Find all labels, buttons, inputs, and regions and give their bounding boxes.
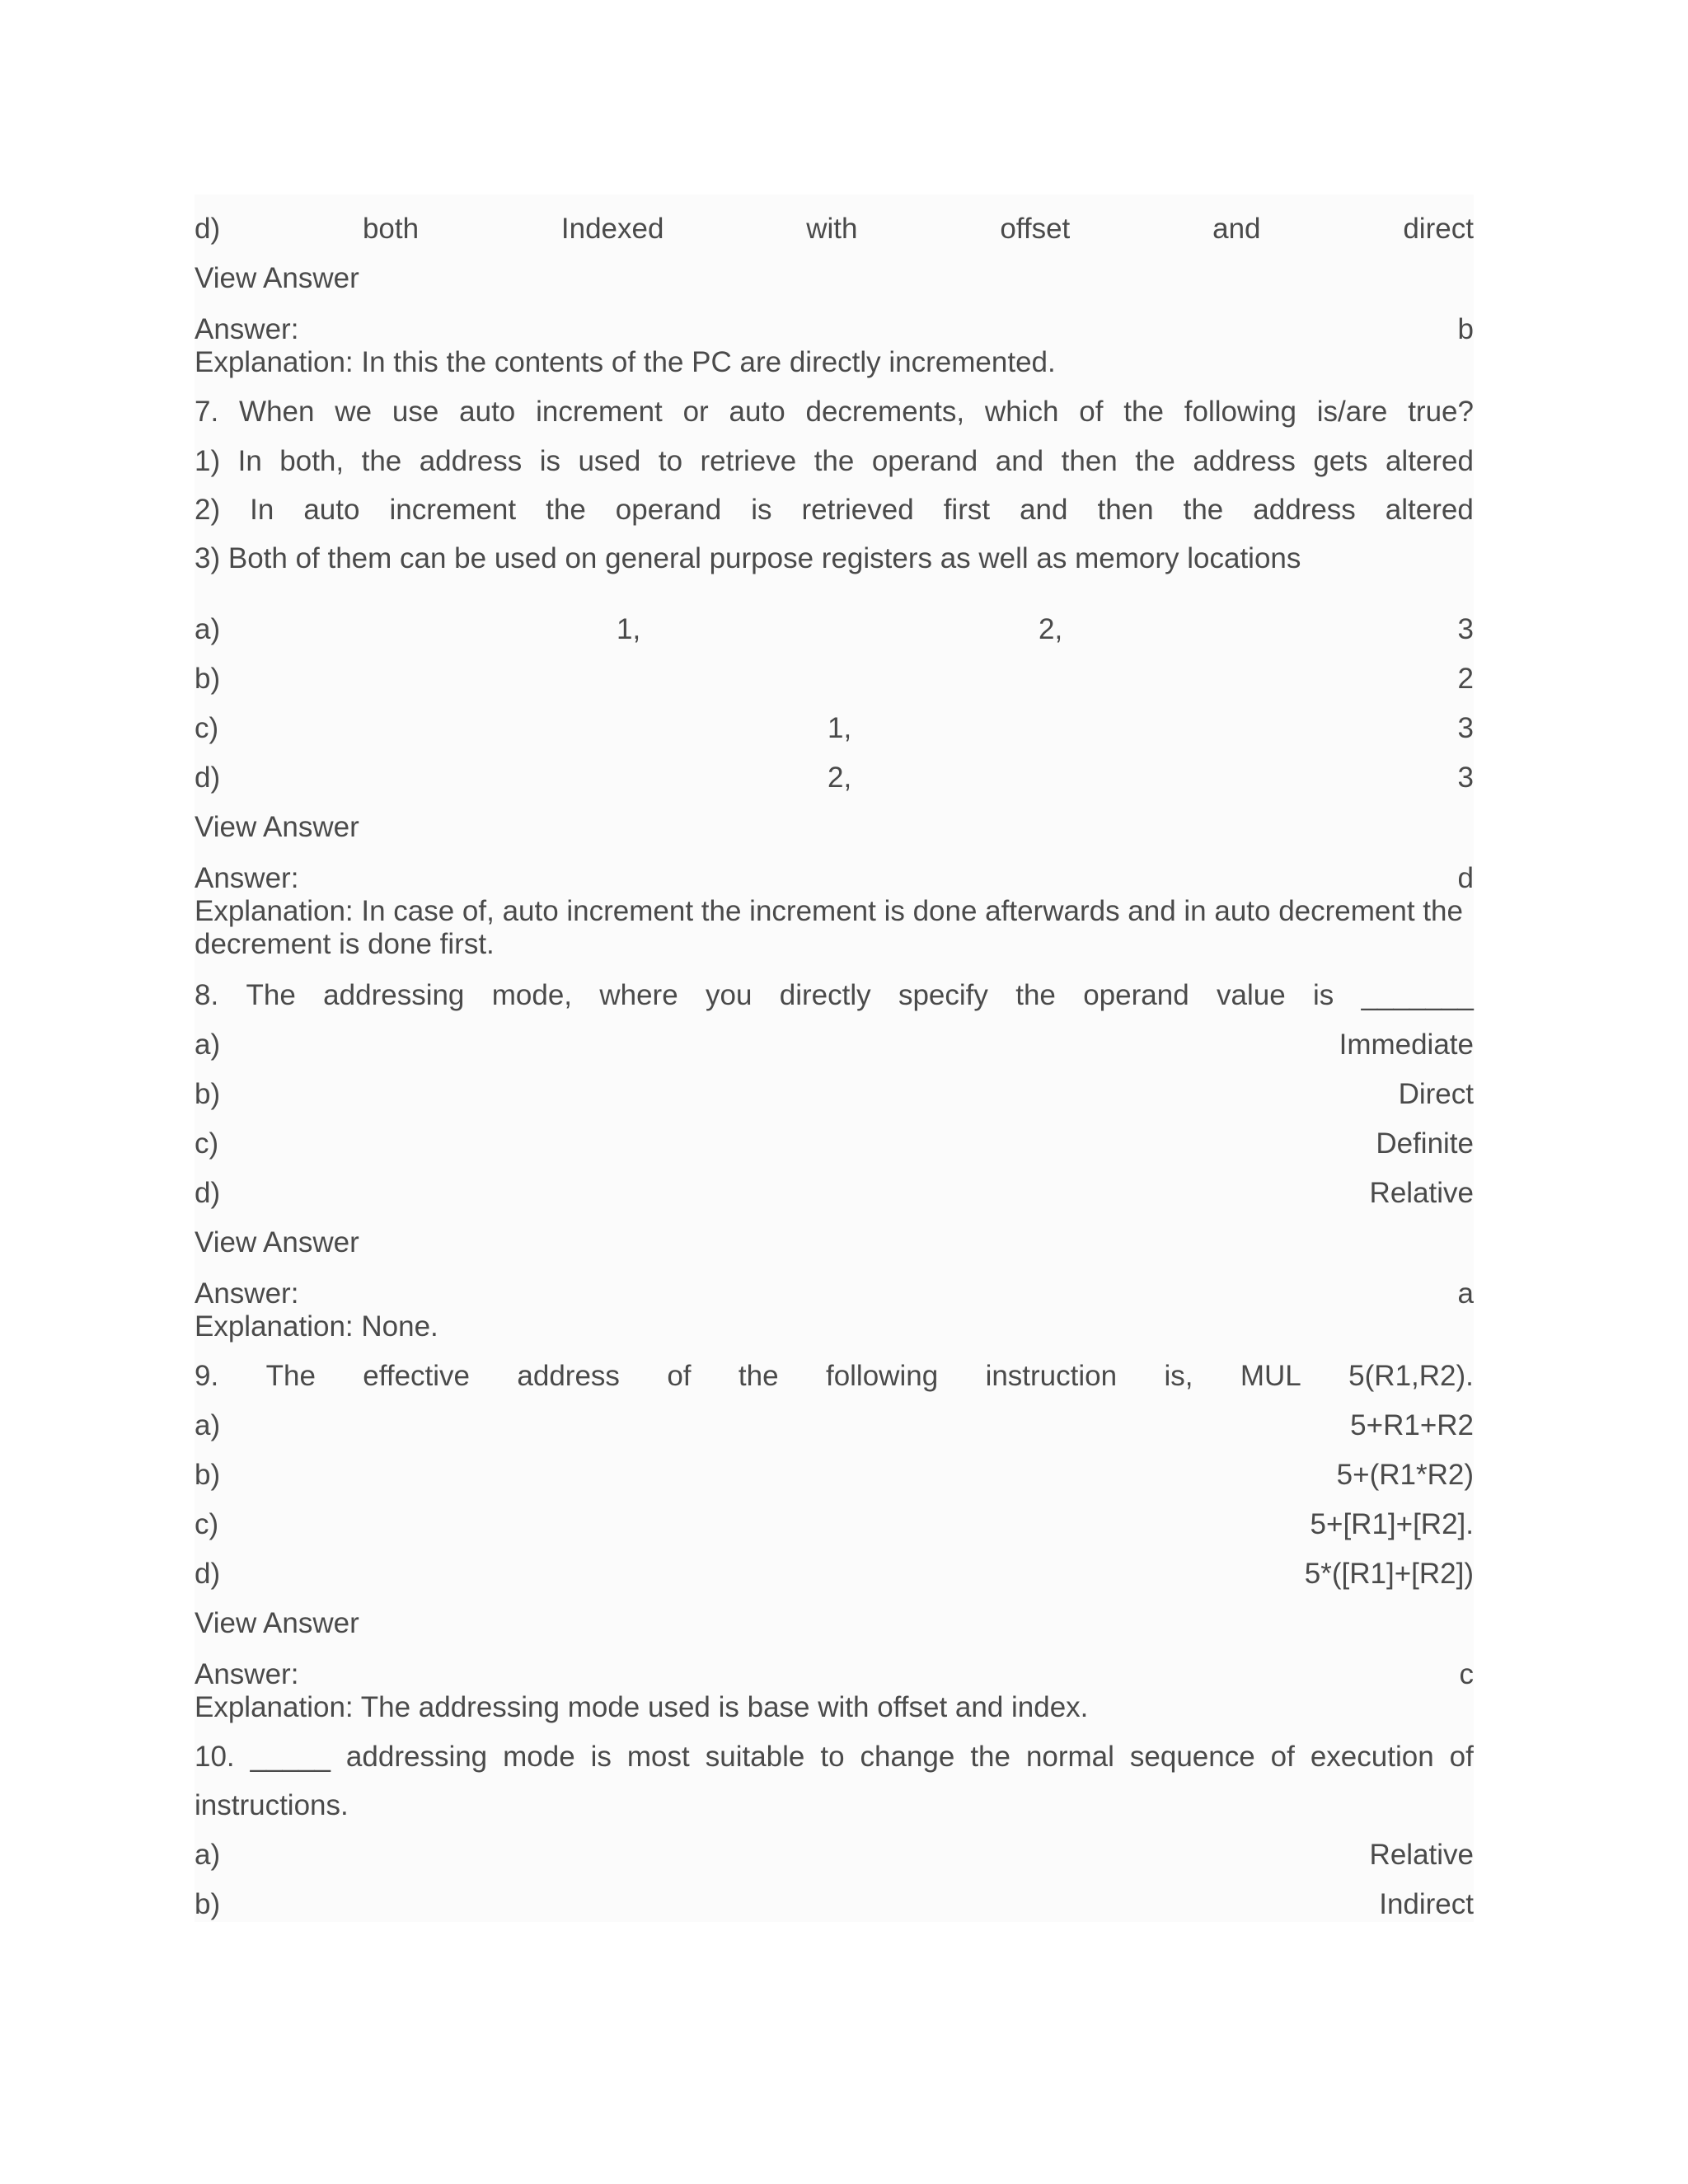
- option-value: Relative: [1369, 1177, 1474, 1209]
- option-part: 3: [1457, 613, 1474, 645]
- word: auto: [303, 494, 360, 526]
- word: to: [658, 445, 683, 477]
- option-value: Relative: [1369, 1839, 1474, 1871]
- word: then: [1097, 494, 1154, 526]
- word: increment: [389, 494, 517, 526]
- q8-view-answer[interactable]: View Answer: [195, 1226, 359, 1258]
- word: the: [1015, 979, 1056, 1011]
- word: retrieved: [801, 494, 914, 526]
- word: following: [825, 1360, 939, 1392]
- word: of: [1079, 396, 1104, 428]
- word: with: [806, 213, 858, 245]
- word: In: [237, 445, 262, 477]
- word: the: [814, 445, 855, 477]
- q7-option-b: [195, 661, 1474, 697]
- q8-option-a: [195, 1027, 1474, 1063]
- q7-statement-3: 3) Both of them can be used on general purpose registers as well as memory locations: [195, 542, 1301, 574]
- option-label: b): [195, 1078, 221, 1110]
- answer-value: d: [1457, 862, 1474, 894]
- word: used: [578, 445, 641, 477]
- word: specify: [898, 979, 988, 1011]
- word: the: [361, 445, 402, 477]
- q7-option-a: [195, 612, 1474, 648]
- word: the: [738, 1360, 779, 1392]
- word: the: [970, 1741, 1010, 1773]
- word: then: [1061, 445, 1118, 477]
- q9-option-a: [195, 1408, 1474, 1444]
- word: operand: [1083, 979, 1189, 1011]
- word: value: [1217, 979, 1286, 1011]
- word: you: [706, 979, 753, 1011]
- word: suitable: [705, 1741, 805, 1773]
- word: 8.: [195, 979, 219, 1011]
- word: direct: [1403, 213, 1474, 245]
- q7-answer-row: [195, 862, 1474, 895]
- option-label: c): [195, 1508, 219, 1540]
- q8-option-b: [195, 1076, 1474, 1113]
- word: auto: [459, 396, 516, 428]
- option-label: a): [195, 613, 221, 645]
- answer-value: a: [1457, 1277, 1474, 1310]
- option-value: 5+(R1*R2): [1336, 1459, 1474, 1491]
- q9-explanation: Explanation: The addressing mode used is base with offset and index.: [195, 1691, 1089, 1723]
- option-value: Direct: [1398, 1078, 1474, 1110]
- word: directly: [779, 979, 871, 1011]
- word: decrements,: [805, 396, 965, 428]
- word: instruction: [985, 1360, 1118, 1392]
- option-label: c): [195, 712, 219, 744]
- word: offset: [1000, 213, 1071, 245]
- word: operand: [615, 494, 722, 526]
- word: 5(R1,R2).: [1348, 1360, 1474, 1392]
- word: 1): [195, 445, 221, 477]
- word: and: [1212, 213, 1261, 245]
- word: to: [820, 1741, 845, 1773]
- word: The: [246, 979, 296, 1011]
- word: is: [539, 445, 560, 477]
- answer-label: Answer:: [195, 862, 299, 894]
- answer-label: Answer:: [195, 313, 299, 345]
- word: When: [239, 396, 315, 428]
- option-label: b): [195, 1459, 221, 1491]
- q10-option-b: [195, 1886, 1474, 1923]
- q6-answer-row: [195, 313, 1474, 346]
- word: of: [1449, 1741, 1474, 1773]
- word: Indexed: [560, 213, 664, 245]
- q8-option-d: [195, 1175, 1474, 1212]
- option-part: 1,: [828, 712, 852, 744]
- word: addressing: [345, 1741, 488, 1773]
- word: which: [984, 396, 1059, 428]
- option-value: 5+[R1]+[R2].: [1310, 1508, 1474, 1540]
- word: both,: [279, 445, 345, 477]
- word: both: [362, 213, 420, 245]
- q7-option-d: [195, 760, 1474, 796]
- answer-value: c: [1459, 1658, 1474, 1690]
- word: of: [667, 1360, 692, 1392]
- option-label: b): [195, 663, 221, 695]
- word: address: [419, 445, 523, 477]
- word: of: [1270, 1741, 1295, 1773]
- option-part: 2: [1457, 663, 1474, 695]
- option-part: 3: [1457, 712, 1474, 744]
- word: mode: [503, 1741, 575, 1773]
- q7-statement-1: [195, 443, 1474, 480]
- word: MUL: [1240, 1360, 1301, 1392]
- option-label: d): [195, 762, 221, 794]
- word: mode,: [491, 979, 573, 1011]
- word: where: [599, 979, 678, 1011]
- word: or: [682, 396, 709, 428]
- q6-option-d: [195, 211, 1474, 247]
- word: gets: [1313, 445, 1368, 477]
- q9-option-b: [195, 1457, 1474, 1493]
- word: 7.: [195, 396, 219, 428]
- q7-statement-2: [195, 492, 1474, 528]
- q6-explanation: Explanation: In this the contents of the PC are directly incremented.: [195, 346, 1056, 378]
- word: is: [1313, 979, 1334, 1011]
- q10-question: [195, 1739, 1474, 1775]
- word: 10.: [195, 1741, 235, 1773]
- option-part: 2,: [828, 762, 852, 794]
- q10-question-cont: instructions.: [195, 1789, 349, 1821]
- q8-explanation: Explanation: None.: [195, 1310, 438, 1343]
- word: is: [751, 494, 772, 526]
- word: use: [392, 396, 439, 428]
- word: the: [1183, 494, 1224, 526]
- q7-view-answer[interactable]: View Answer: [195, 811, 359, 843]
- word: change: [860, 1741, 955, 1773]
- option-part: 2,: [1039, 613, 1063, 645]
- q7-question: [195, 394, 1474, 430]
- q9-question: [195, 1358, 1474, 1394]
- q7-option-c: [195, 710, 1474, 747]
- word: altered: [1385, 445, 1474, 477]
- word: is: [590, 1741, 612, 1773]
- option-part: 3: [1457, 762, 1474, 794]
- word: retrieve: [700, 445, 797, 477]
- word: The: [265, 1360, 316, 1392]
- answer-label: Answer:: [195, 1658, 299, 1690]
- word: 2): [195, 494, 221, 526]
- word: the: [1135, 445, 1175, 477]
- word: is/are: [1316, 396, 1388, 428]
- option-label: a): [195, 1029, 221, 1061]
- option-value: 5*([R1]+[R2]): [1304, 1558, 1474, 1590]
- word: increment: [536, 396, 663, 428]
- q9-option-d: [195, 1556, 1474, 1592]
- document-page: [195, 194, 1474, 1922]
- word: d): [195, 213, 221, 245]
- option-label: a): [195, 1409, 221, 1441]
- word: address: [517, 1360, 620, 1392]
- option-label: c): [195, 1127, 219, 1160]
- word: execution: [1310, 1741, 1434, 1773]
- option-part: 1,: [617, 613, 641, 645]
- q9-answer-row: [195, 1658, 1474, 1691]
- q6-view-answer[interactable]: View Answer: [195, 262, 359, 294]
- q7-explanation: Explanation: In case of, auto increment the increment is done afterwards and in auto decrement the: [195, 895, 1463, 927]
- word: the: [546, 494, 586, 526]
- word: addressing: [323, 979, 465, 1011]
- word: and: [1020, 494, 1068, 526]
- q8-question: [195, 977, 1474, 1014]
- option-value: Immediate: [1339, 1029, 1474, 1061]
- word: normal: [1025, 1741, 1114, 1773]
- option-label: a): [195, 1839, 221, 1871]
- word: most: [626, 1741, 690, 1773]
- word: following: [1184, 396, 1296, 428]
- option-label: b): [195, 1888, 221, 1920]
- q9-view-answer[interactable]: View Answer: [195, 1607, 359, 1639]
- answer-value: b: [1457, 313, 1474, 345]
- word: altered: [1385, 494, 1474, 526]
- q8-option-c: [195, 1126, 1474, 1162]
- word: address: [1193, 445, 1296, 477]
- word: effective: [363, 1360, 471, 1392]
- word: 9.: [195, 1360, 219, 1392]
- word: In: [250, 494, 274, 526]
- option-value: Definite: [1376, 1127, 1474, 1160]
- word: we: [335, 396, 373, 428]
- answer-label: Answer:: [195, 1277, 299, 1310]
- word: auto: [729, 396, 785, 428]
- option-value: Indirect: [1379, 1888, 1474, 1920]
- q8-answer-row: [195, 1277, 1474, 1310]
- word: _____: [250, 1741, 331, 1773]
- option-value: 5+R1+R2: [1350, 1409, 1474, 1441]
- word: sequence: [1129, 1741, 1255, 1773]
- word: first: [943, 494, 991, 526]
- word: the: [1123, 396, 1164, 428]
- word: _______: [1361, 979, 1474, 1011]
- q9-option-c: [195, 1507, 1474, 1543]
- option-label: d): [195, 1177, 221, 1209]
- word: true?: [1408, 396, 1474, 428]
- word: and: [995, 445, 1044, 477]
- q10-option-a: [195, 1837, 1474, 1873]
- word: is,: [1164, 1360, 1193, 1392]
- word: operand: [871, 445, 978, 477]
- q7-explanation-cont: decrement is done first.: [195, 928, 495, 960]
- option-label: d): [195, 1558, 221, 1590]
- word: address: [1253, 494, 1356, 526]
